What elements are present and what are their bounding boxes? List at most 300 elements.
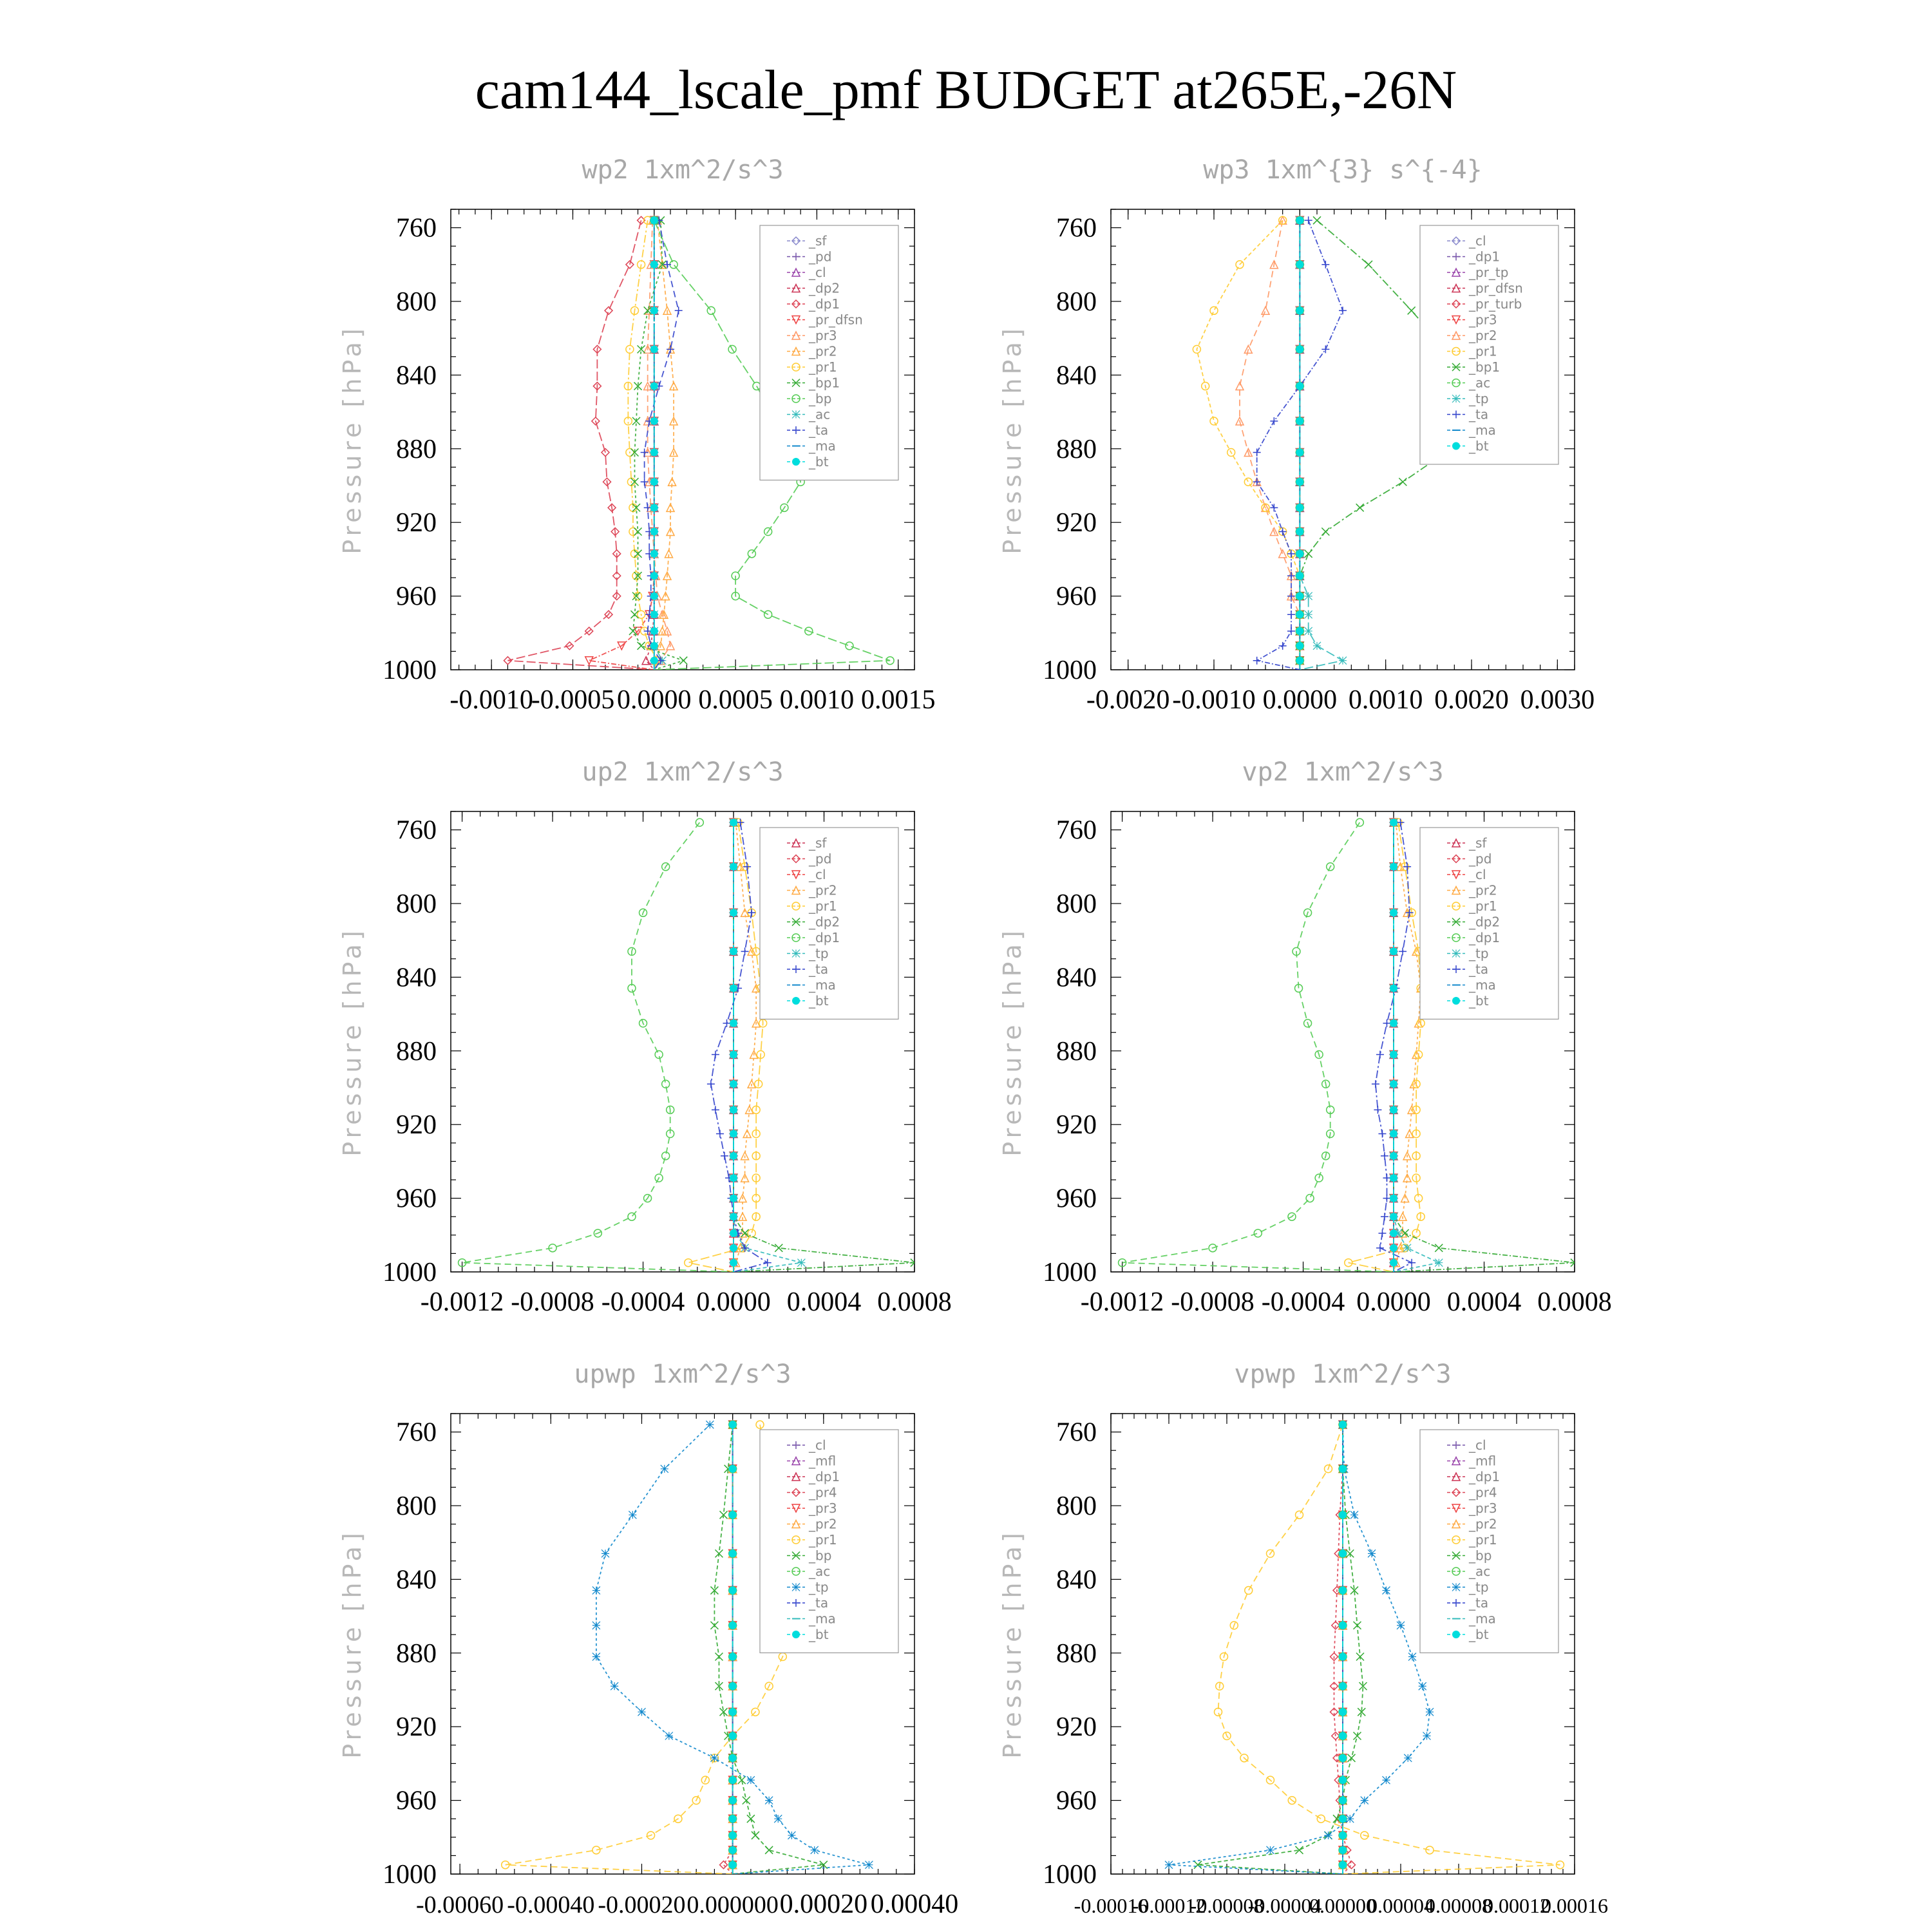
data-point — [1296, 550, 1303, 558]
series-pr_dfsn — [585, 216, 658, 670]
data-point — [1339, 1776, 1347, 1784]
y-tick-label: 1000 — [1043, 1860, 1097, 1889]
data-point — [638, 642, 645, 650]
data-point — [729, 1815, 737, 1823]
data-point — [1245, 1587, 1253, 1595]
y-axis-label: Pressure [hPa] — [338, 927, 366, 1157]
data-point — [1296, 345, 1303, 353]
series-pr2 — [1236, 216, 1303, 670]
y-tick-label: 960 — [1056, 1786, 1097, 1816]
data-point — [729, 1776, 737, 1784]
legend-entry: _tp — [1469, 391, 1489, 406]
data-point — [710, 1754, 718, 1762]
data-point — [1296, 449, 1303, 457]
data-point — [865, 1861, 873, 1869]
data-point — [611, 1682, 618, 1690]
data-point — [730, 1229, 737, 1237]
data-point — [1426, 1708, 1434, 1716]
data-point — [712, 1051, 719, 1059]
data-point — [723, 1019, 730, 1027]
data-point — [679, 657, 687, 665]
y-tick-label: 760 — [1056, 213, 1097, 243]
data-point — [1305, 592, 1312, 600]
data-point — [1339, 1832, 1347, 1839]
legend-entry: _pr1 — [809, 1532, 837, 1548]
data-point — [752, 1832, 759, 1839]
series-dp1 — [1119, 819, 1394, 1272]
data-point — [1383, 1174, 1390, 1182]
legend-entry: _pr1 — [1469, 898, 1497, 914]
x-tick-label: 0.00012 — [1483, 1894, 1550, 1917]
data-point — [650, 417, 658, 425]
legend-entry: _sf — [1469, 835, 1487, 851]
x-tick-label: -0.0012 — [420, 1287, 504, 1317]
series-line — [711, 822, 768, 1272]
data-point — [1339, 1815, 1347, 1823]
legend-entry: _pr1 — [1469, 1532, 1497, 1548]
legend-entry: _pr3 — [1469, 312, 1497, 328]
legend-entry: _pd — [809, 851, 832, 867]
data-point — [1287, 627, 1295, 635]
legend-entry: _dp1 — [1469, 1469, 1501, 1484]
data-point — [1262, 307, 1269, 314]
legend — [1420, 828, 1558, 1019]
data-point — [638, 1708, 645, 1716]
x-tick-label: 0.00004 — [1367, 1894, 1434, 1917]
y-axis-label: Pressure [hPa] — [338, 1529, 366, 1759]
legend-entry: _bp1 — [1469, 359, 1501, 375]
data-point — [1368, 1549, 1376, 1557]
y-axis-label: Pressure [hPa] — [338, 325, 366, 554]
legend-entry: _bt — [1469, 1627, 1489, 1642]
data-point — [1321, 528, 1329, 536]
series-line — [724, 1425, 733, 1874]
data-point — [1296, 504, 1303, 511]
y-tick-label: 840 — [1056, 1565, 1097, 1595]
panel-title: up2 1xm^2/s^3 — [582, 757, 784, 787]
panel-4 — [998, 757, 1612, 1317]
data-point — [592, 1622, 600, 1629]
y-tick-label: 800 — [1056, 1492, 1097, 1521]
data-point — [1376, 1051, 1384, 1059]
data-point — [737, 819, 744, 826]
data-point — [1390, 985, 1397, 992]
data-point — [1381, 1213, 1388, 1220]
data-point — [1267, 1846, 1274, 1854]
data-point — [1404, 1754, 1412, 1762]
data-point — [730, 1244, 737, 1252]
data-point — [729, 1797, 737, 1804]
y-tick-label: 960 — [1056, 1184, 1097, 1214]
data-point — [1390, 819, 1397, 826]
data-point — [1296, 216, 1303, 224]
data-point — [650, 611, 658, 618]
legend-entry: _pr2 — [1469, 1516, 1497, 1532]
data-point — [650, 550, 658, 558]
panel-2 — [998, 155, 1595, 715]
data-point — [665, 1732, 673, 1740]
y-axis-label: Pressure [hPa] — [998, 927, 1027, 1157]
series-tp — [1296, 216, 1347, 670]
data-point — [1296, 417, 1303, 425]
legend-entry: _ma — [809, 1611, 836, 1627]
legend-entry: _sf — [809, 835, 827, 851]
legend-entry: _dp1 — [809, 930, 840, 945]
x-tick-label: -0.00060 — [416, 1891, 504, 1918]
data-point — [797, 1259, 805, 1267]
x-tick-label: -0.0005 — [531, 685, 615, 715]
x-tick-label: 0.0010 — [779, 685, 855, 715]
data-point — [729, 1549, 737, 1557]
y-tick-label: 880 — [1056, 1036, 1097, 1066]
data-point — [1408, 307, 1416, 314]
data-point — [1321, 261, 1329, 269]
data-point — [747, 1815, 755, 1823]
x-tick-label: -0.00040 — [507, 1891, 595, 1918]
data-point — [1390, 1195, 1397, 1202]
data-point — [1408, 1259, 1416, 1267]
series-pr1 — [685, 819, 767, 1272]
data-point — [1279, 642, 1287, 650]
data-point — [661, 1465, 668, 1473]
data-point — [729, 1732, 737, 1740]
x-tick-label: 0.0004 — [1446, 1287, 1522, 1317]
data-point — [650, 504, 658, 511]
data-point — [765, 1846, 773, 1854]
y-tick-label: 760 — [396, 1417, 437, 1448]
data-point — [1339, 1653, 1347, 1661]
panel-title: wp2 1xm^2/s^3 — [582, 155, 784, 185]
legend-entry: _bp — [809, 1548, 832, 1564]
data-point — [1325, 1832, 1332, 1839]
data-point — [1254, 1229, 1262, 1237]
legend-entry: _dp2 — [809, 914, 840, 930]
x-tick-label: 0.0000 — [1262, 685, 1338, 715]
data-point — [729, 1846, 737, 1854]
y-tick-label: 760 — [1056, 1417, 1097, 1448]
x-tick-label: -0.0010 — [1172, 685, 1256, 715]
data-point — [1313, 642, 1321, 650]
legend-entry: _mfl — [809, 1453, 837, 1469]
y-tick-label: 960 — [396, 582, 437, 612]
data-point — [1305, 550, 1312, 558]
legend-entry: _pr1 — [809, 359, 837, 375]
y-tick-label: 800 — [396, 287, 437, 317]
series-ac — [650, 216, 667, 670]
data-point — [650, 627, 658, 635]
legend-entry: _ta — [1469, 961, 1489, 977]
data-point — [650, 572, 658, 580]
data-point — [1165, 1861, 1173, 1869]
data-point — [729, 1587, 737, 1595]
data-point — [1390, 947, 1397, 955]
data-point — [1339, 1682, 1347, 1690]
data-point — [1346, 1815, 1354, 1823]
data-point — [1361, 1797, 1368, 1804]
data-point — [1306, 1195, 1314, 1202]
y-tick-label: 960 — [1056, 582, 1097, 612]
panel-title: wp3 1xm^{3} s^{-4} — [1203, 155, 1482, 185]
legend-entry: _ma — [1469, 1611, 1496, 1627]
legend-entry: _pr2 — [809, 882, 837, 898]
legend-entry: _cl — [1469, 867, 1486, 882]
series-pr1 — [624, 216, 661, 670]
data-point — [1372, 1080, 1379, 1088]
data-point — [1321, 345, 1329, 353]
data-point — [1296, 642, 1303, 650]
y-tick-label: 920 — [1056, 508, 1097, 538]
data-point — [605, 307, 612, 314]
data-point — [729, 1465, 737, 1473]
data-point — [1383, 1776, 1390, 1784]
y-tick-label: 800 — [1056, 287, 1097, 317]
legend-entry: _sf — [809, 233, 827, 249]
data-point — [1397, 1622, 1405, 1629]
data-point — [729, 1708, 737, 1716]
data-point — [1350, 1511, 1358, 1519]
legend — [760, 225, 898, 480]
legend-entry: _ma — [1469, 977, 1496, 993]
x-tick-label: 0.0008 — [1537, 1287, 1612, 1317]
legend-entry: _ma — [809, 438, 836, 454]
y-tick-label: 800 — [396, 1492, 437, 1521]
x-tick-label: -0.00008 — [1189, 1894, 1264, 1917]
data-point — [592, 1846, 600, 1854]
legend-entry: _pr3 — [809, 1501, 837, 1516]
legend-entry: _pr4 — [1469, 1484, 1497, 1501]
x-tick-label: 0.0020 — [1434, 685, 1509, 715]
x-tick-label: 0.0004 — [786, 1287, 862, 1317]
data-point — [811, 1846, 819, 1854]
panels — [338, 155, 1612, 1919]
legend-entry: _pd — [1469, 851, 1492, 867]
data-point — [592, 1587, 600, 1595]
y-tick-label: 920 — [1056, 1110, 1097, 1141]
data-point — [1390, 863, 1397, 871]
series-line — [1197, 220, 1300, 670]
y-tick-label: 760 — [396, 213, 437, 243]
series-line — [1169, 1425, 1430, 1874]
legend-entry: _ac — [809, 406, 831, 422]
data-point — [716, 1130, 724, 1138]
data-point — [650, 449, 658, 457]
data-point — [1390, 1106, 1397, 1113]
legend-entry: _ac — [809, 1564, 831, 1579]
y-tick-label: 1000 — [383, 1258, 437, 1287]
data-point — [650, 307, 658, 314]
data-point — [1376, 1244, 1384, 1252]
data-point — [1210, 417, 1218, 425]
data-point — [729, 1511, 737, 1519]
data-point — [1412, 1229, 1420, 1237]
data-point — [1390, 1130, 1397, 1138]
legend-entry: _bt — [1469, 438, 1489, 454]
series-line — [628, 220, 657, 670]
data-point — [1236, 383, 1244, 390]
y-tick-label: 920 — [396, 1110, 437, 1141]
legend-entry: _ac — [1469, 375, 1491, 391]
data-point — [650, 642, 658, 650]
series-bt — [729, 1421, 737, 1874]
legend-entry: _ta — [809, 1595, 829, 1611]
series-line — [462, 822, 734, 1272]
data-point — [1397, 819, 1405, 826]
data-point — [1210, 307, 1218, 314]
data-point — [710, 1622, 718, 1629]
legend-entry: _bp — [1469, 1548, 1492, 1564]
data-point — [1296, 528, 1303, 536]
data-point — [650, 261, 658, 269]
legend-entry: _cl — [809, 867, 826, 882]
legend-entry: _pr1 — [1469, 343, 1497, 359]
data-point — [1339, 1846, 1347, 1854]
data-point — [730, 1195, 737, 1202]
y-tick-label: 960 — [396, 1786, 437, 1816]
data-point — [1403, 1244, 1411, 1252]
data-point — [1339, 1754, 1347, 1762]
x-tick-label: 0.0005 — [698, 685, 773, 715]
x-tick-label: 0.0000 — [617, 685, 692, 715]
x-tick-label: 0.0030 — [1520, 685, 1595, 715]
series-line — [1198, 1425, 1363, 1874]
y-tick-label: 880 — [396, 1638, 437, 1669]
legend-entry: _bp — [809, 391, 832, 406]
series-line — [633, 220, 683, 670]
x-tick-label: -0.00016 — [1074, 1894, 1148, 1917]
data-point — [764, 1259, 772, 1267]
legend-marker — [792, 1631, 800, 1638]
data-point — [650, 216, 658, 224]
x-tick-label: 0.00000 — [1309, 1894, 1376, 1917]
data-point — [730, 1080, 737, 1088]
data-point — [1339, 307, 1347, 314]
series-bt — [1390, 819, 1397, 1272]
data-point — [1305, 627, 1312, 635]
data-point — [1435, 1259, 1443, 1267]
panel-6 — [998, 1359, 1608, 1917]
data-point — [1339, 657, 1347, 665]
legend-entry: _tp — [809, 945, 829, 961]
y-tick-label: 920 — [396, 508, 437, 538]
data-point — [1423, 1732, 1431, 1740]
panel-title: vp2 1xm^2/s^3 — [1242, 757, 1444, 787]
legend-entry: _ma — [809, 977, 836, 993]
data-point — [730, 1106, 737, 1113]
y-tick-label: 840 — [1056, 963, 1097, 993]
y-tick-label: 880 — [396, 1036, 437, 1066]
data-point — [1339, 1797, 1347, 1804]
legend-entry: _tp — [1469, 945, 1489, 961]
legend-entry: _ta — [1469, 406, 1489, 422]
legend-marker — [792, 458, 800, 466]
data-point — [730, 1213, 737, 1220]
y-tick-label: 920 — [1056, 1712, 1097, 1743]
legend-entry: _bp1 — [809, 375, 840, 391]
data-point — [730, 1152, 737, 1160]
series-line — [589, 220, 654, 670]
legend-entry: _dp1 — [809, 1469, 840, 1484]
legend-entry: _dp2 — [809, 280, 840, 296]
data-point — [721, 1152, 728, 1160]
data-point — [1305, 611, 1312, 618]
legend-marker — [1452, 997, 1460, 1005]
data-point — [628, 1213, 636, 1220]
data-point — [685, 1259, 692, 1267]
data-point — [1348, 1861, 1356, 1869]
data-point — [1399, 947, 1406, 955]
data-point — [729, 1832, 737, 1839]
data-point — [707, 1080, 715, 1088]
data-point — [765, 1797, 773, 1804]
legend-entry: _ac — [1469, 1564, 1491, 1579]
data-point — [747, 1776, 755, 1784]
data-point — [743, 1797, 750, 1804]
data-point — [1296, 592, 1303, 600]
data-point — [1339, 1587, 1347, 1595]
data-point — [729, 1682, 737, 1690]
legend-entry: _ta — [809, 422, 829, 438]
legend-entry: _ma — [1469, 422, 1496, 438]
data-point — [730, 947, 737, 955]
legend — [1420, 225, 1558, 464]
data-point — [729, 1421, 737, 1428]
y-tick-label: 840 — [396, 361, 437, 391]
y-tick-label: 960 — [396, 1184, 437, 1214]
legend-entry: _mfl — [1469, 1453, 1497, 1469]
legend-entry: _pr2 — [1469, 882, 1497, 898]
data-point — [1383, 1195, 1390, 1202]
legend-entry: _pr_dfsn — [809, 312, 863, 328]
y-tick-label: 800 — [1056, 889, 1097, 919]
data-point — [1378, 1130, 1386, 1138]
y-tick-label: 840 — [396, 1565, 437, 1595]
data-point — [1419, 1682, 1426, 1690]
data-point — [1390, 1019, 1397, 1027]
data-point — [1390, 1229, 1397, 1237]
data-point — [1296, 627, 1303, 635]
data-point — [788, 1832, 795, 1839]
series-ta — [641, 216, 683, 670]
panel-title: vpwp 1xm^2/s^3 — [1234, 1359, 1452, 1389]
y-tick-label: 760 — [1056, 815, 1097, 846]
x-tick-label: 0.00040 — [870, 1889, 959, 1919]
data-point — [641, 478, 649, 486]
data-point — [1253, 657, 1261, 665]
x-tick-label: -0.0008 — [511, 1287, 594, 1317]
series-line — [1349, 822, 1421, 1272]
legend-entry: _bt — [809, 454, 829, 469]
x-tick-label: -0.0020 — [1086, 685, 1170, 715]
series-bt — [730, 819, 737, 1272]
data-point — [1287, 572, 1295, 580]
x-tick-label: -0.00012 — [1132, 1894, 1206, 1917]
data-point — [1339, 1421, 1347, 1428]
data-point — [1296, 383, 1303, 390]
data-point — [1339, 1511, 1347, 1519]
legend-entry: _pr4 — [809, 1484, 837, 1501]
legend-entry: _ta — [1469, 1595, 1489, 1611]
legend-entry: _pr_turb — [1469, 296, 1522, 312]
legend-marker — [1452, 395, 1460, 402]
legend-marker — [1452, 1584, 1460, 1591]
data-point — [1296, 657, 1303, 665]
x-tick-label: -0.0010 — [450, 685, 533, 715]
data-point — [1287, 611, 1295, 618]
data-point — [1390, 909, 1397, 916]
y-tick-label: 840 — [396, 963, 437, 993]
legend-entry: _tp — [1469, 1579, 1489, 1595]
data-point — [1348, 1754, 1356, 1762]
